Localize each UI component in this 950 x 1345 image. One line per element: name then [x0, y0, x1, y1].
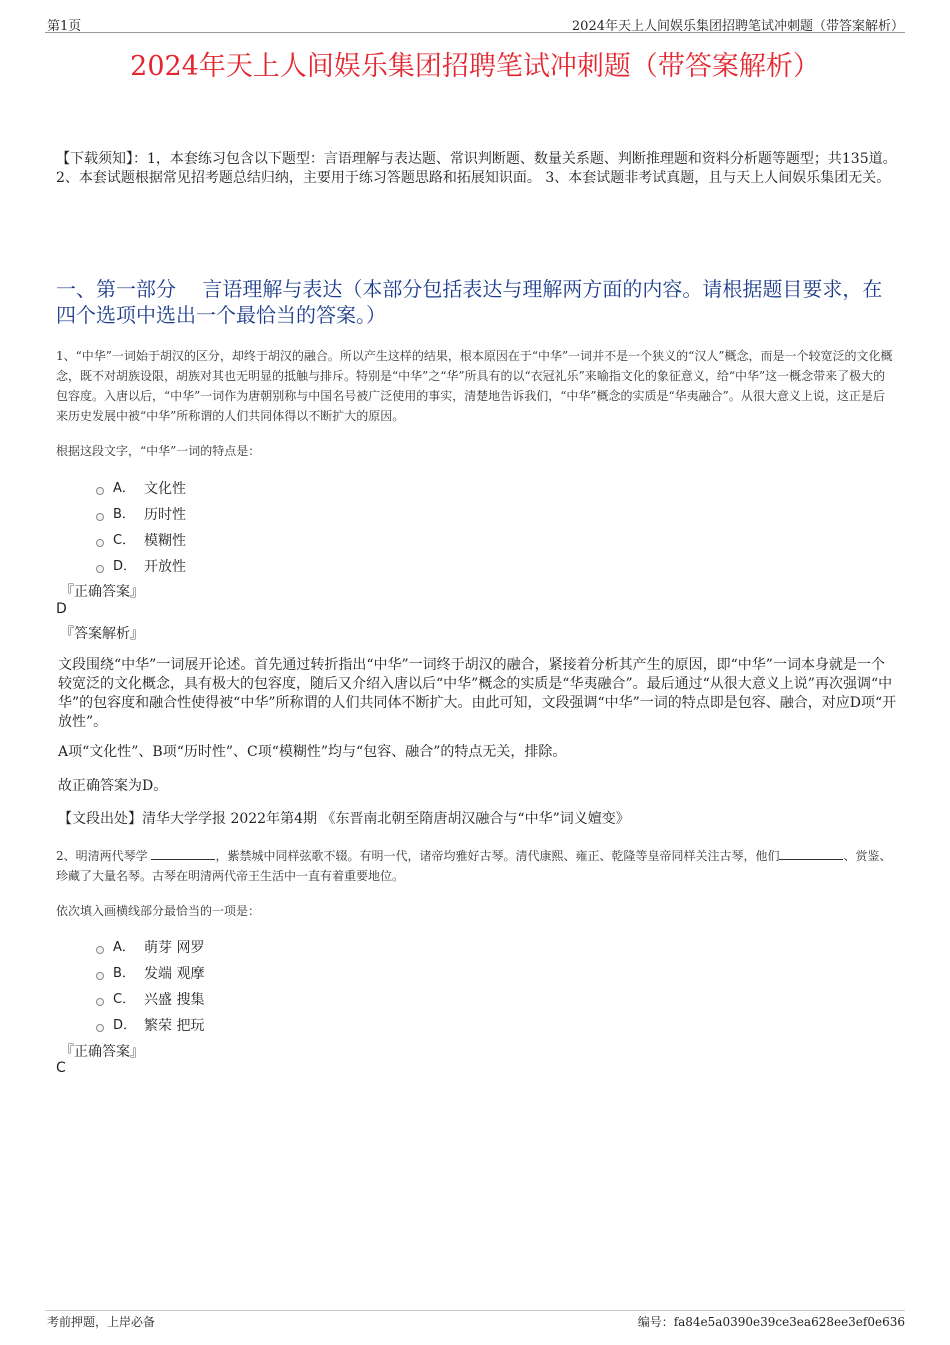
question-1-source: 【文段出处】清华大学学报 2022年第4期 《东晋南北朝至隋唐胡汉融合与“中华”词义嬗变》 [58, 811, 630, 827]
section-heading: 一、第一部分 言语理解与表达（本部分包括表达与理解两方面的内容。请根据题目要求，在四个选项中选出一个最恰当的答案。） [56, 277, 883, 327]
question-1-text: 1、“中华”一词始于胡汉的区分，却终于胡汉的融合。所以产生这样的结果，根本原因在于“中华”一词并不是一个狭义的“汉人”概念，而是一个较宽泛的文化概念，既不对胡族设限，胡族对其也无明显的抵触与排斥。特别是“中华”之“华”所具有的以“衣冠礼乐”来喻指文化的象征意义，给“中华”这一概念带来了极大的包容度。入唐以后，“中华”一词作为唐朝别称与中国名号被广泛使用的事实，清楚地告诉我们，“中华”概念的实质是“华夷融合”。从很大意义上说，这正是后来历史发展中被“中华”所称谓的人们共同体得以不断扩大的原因。 [56, 349, 893, 423]
question-1-option-a[interactable] [96, 476, 186, 502]
footer-doc-id: 编号：fa84e5a0390e39ce3ea628ee3ef0e636 [637, 1315, 905, 1329]
question-1-analysis-1: 文段围绕“中华”一词展开论述。首先通过转折指出“中华”一词终于胡汉的融合，紧接着分析其产生的原因，即“中华”一词本身就是一个较宽泛的文化概念，具有极大的包容度，随后又介绍入唐以后“中华”概念的实质是“华夷融合”。最后通过“从很大意义上说”再次强调“中华”的包容度和融合性使得被“中华”所称谓的人们共同体不断扩大。由此可知，文段强调“中华”一词的特点即是包容、融合，对应D项“开放性”。 [58, 657, 897, 730]
question-1-answer-label: 『正确答案』 [60, 584, 144, 600]
question-2-option-d[interactable] [96, 1013, 204, 1039]
option-letter: D． [113, 559, 137, 574]
option-letter: A． [113, 940, 135, 955]
option-text: 文化性 [144, 481, 186, 497]
question-2-option-b[interactable] [96, 961, 204, 987]
header-page-number: 第1页 [47, 19, 82, 34]
option-letter: D． [113, 1018, 137, 1033]
question-1-option-c[interactable] [96, 528, 186, 554]
question-2-option-c[interactable] [96, 987, 204, 1013]
question-1-option-d[interactable] [96, 554, 186, 580]
radio-icon[interactable] [96, 565, 104, 573]
option-text: 繁荣 把玩 [144, 1018, 205, 1034]
radio-icon[interactable] [96, 946, 104, 954]
fill-blank-2 [779, 846, 843, 860]
question-2-text-part-3: 、赏鉴、珍藏了大量名琴。古琴在明清两代帝王生活中一直有着重要地位。 [56, 849, 892, 883]
question-2-answer-label: 『正确答案』 [60, 1044, 144, 1060]
option-text: 开放性 [144, 559, 186, 575]
option-letter: A． [113, 481, 135, 496]
option-text: 兴盛 搜集 [144, 992, 205, 1008]
header-divider [45, 32, 905, 33]
question-1-option-b[interactable] [96, 502, 186, 528]
header-doc-title: 2024年天上人间娱乐集团招聘笔试冲刺题（带答案解析） [571, 19, 904, 34]
question-2-options [96, 935, 204, 1039]
option-letter: B． [113, 966, 135, 981]
option-text: 发端 观摩 [144, 966, 205, 982]
page-title: 2024年天上人间娱乐集团招聘笔试冲刺题（带答案解析） [130, 51, 820, 82]
option-text: 历时性 [144, 507, 186, 523]
question-1-analysis-label: 『答案解析』 [60, 626, 144, 642]
footer-divider [45, 1310, 905, 1311]
radio-icon[interactable] [96, 998, 104, 1006]
question-1-analysis-2: A项“文化性”、B项“历时性”、C项“模糊性”均与“包容、融合”的特点无关，排除。 [58, 744, 567, 760]
radio-icon[interactable] [96, 539, 104, 547]
question-2-prompt: 依次填入画横线部分最恰当的一项是： [56, 904, 261, 918]
option-text: 萌芽 网罗 [144, 940, 205, 956]
footer-slogan: 考前押题，上岸必备 [47, 1315, 156, 1329]
radio-icon[interactable] [96, 487, 104, 495]
option-letter: B． [113, 507, 135, 522]
question-2-text-part-2: ，紫禁城中同样弦歌不辍。有明一代，诸帝均雅好古琴。清代康熙、雍正、乾隆等皇帝同样关注古琴，他们 [215, 849, 780, 863]
option-text: 模糊性 [144, 533, 186, 549]
question-2-text [56, 846, 896, 886]
question-1-answer: D [56, 601, 67, 617]
question-1-analysis-3: 故正确答案为D。 [58, 778, 168, 794]
download-notice: 【下载须知】：1，本套练习包含以下题型：言语理解与表达题、常识判断题、数量关系题、判断推理题和资料分析题等题型；共135道。 2、本套试题根据常见招考题总结归纳，主要用于练习答题思路和拓展知识面。 3、本套试题非考试真题，且与天上人间娱乐集团无关。 [56, 151, 897, 186]
radio-icon[interactable] [96, 1024, 104, 1032]
question-2-option-a[interactable] [96, 935, 204, 961]
question-2-text-part-1: 2、明清两代琴学 [56, 849, 148, 863]
question-1-options [96, 476, 186, 580]
option-letter: C． [113, 533, 136, 548]
radio-icon[interactable] [96, 972, 104, 980]
radio-icon[interactable] [96, 513, 104, 521]
fill-blank-1 [151, 846, 215, 860]
question-2-answer: C [56, 1060, 66, 1076]
option-letter: C． [113, 992, 136, 1007]
question-1-prompt: 根据这段文字，“中华”一词的特点是： [56, 444, 261, 458]
